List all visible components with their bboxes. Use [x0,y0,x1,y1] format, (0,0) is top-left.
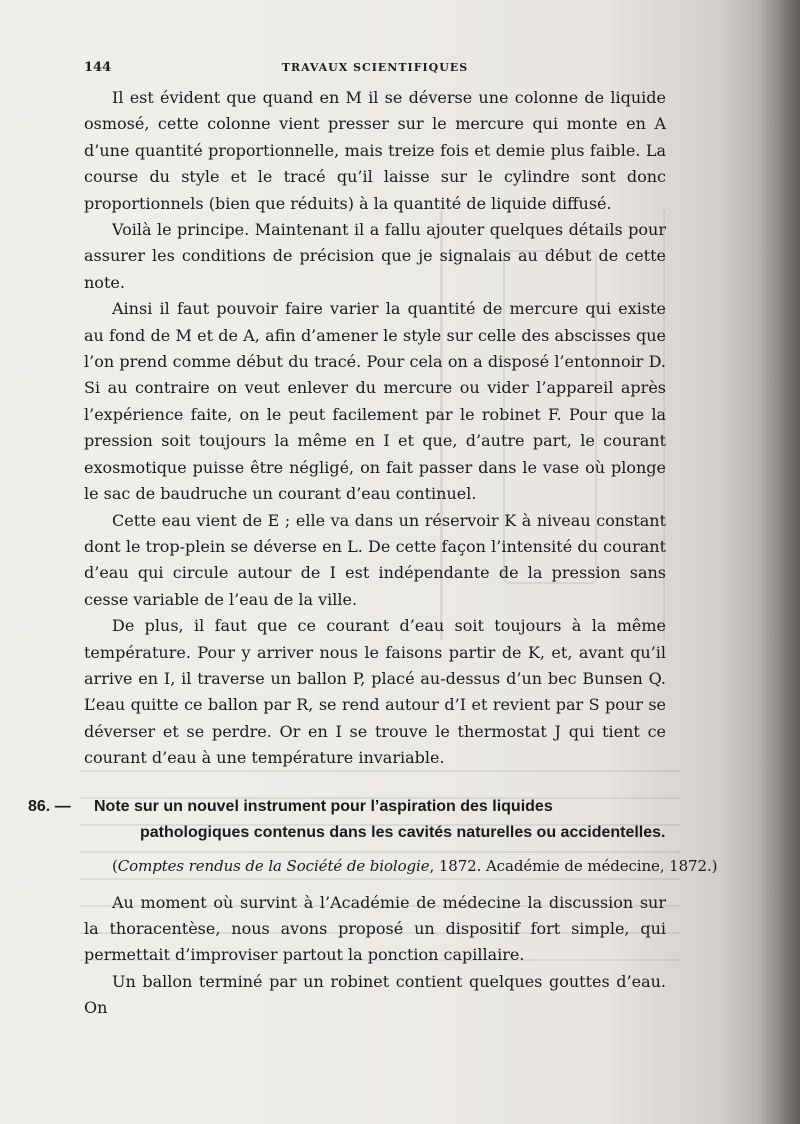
citation-rest: , 1872. Académie de médecine, 1872.) [429,856,718,875]
section-heading: 86. — Note sur un nouvel instrument pour l’aspiration des liquides pathologiques contenus dans les cavités naturelles ou accidentelles. [28,797,666,841]
paragraph-principle-explanation: Il est évident que quand en M il se déverse une colonne de liquide osmosé, cette colonne vient presser sur le mercure qui monte en A d’une quantité proportionnelle, mais treize fois et demie plus faible. La course du style et le tracé qu’il laisse sur le cylindre sont donc proportionnels (bien que réduits) à la quantité de liquide diffusé. [84,88,666,213]
citation-open-paren: ( [112,856,118,875]
paragraph-thoracentesis: Au moment où survint à l’Académie de médecine la discussion sur la thoracentèse, nous avons proposé un dispositif fort simple, qui permettait d’improviser partout la ponction capillaire. [84,892,666,965]
section-citation [84,854,718,878]
section-title: Note sur un nouvel instrument pour l’aspiration des liquides pathologiques contenus dans les cavités naturelles ou accidentelles. [94,797,666,841]
paragraph-temperature: De plus, il faut que ce courant d’eau soit toujours à la même température. Pour y arriver nous le faisons partir de K, et, avant qu’il arrive en I, il traverse un ballon P, placé au-dessus d’un bec Bunsen Q. L’eau quitte ce ballon par R, se rend autour d’I et revient par S pour se déverser et se perdre. Or en I se trouve le thermostat J qui tient ce courant d’eau à une température invariable. [84,616,666,768]
paragraph-mercury-adjustment: Ainsi il faut pouvoir faire varier la quantité de mercure qui existe au fond de M et de A, afin d’amener le style sur celle des abscisses que l’on prend comme début du tracé. Pour cela on a disposé l’entonnoir D. Si au contraire on veut enlever du mercure ou vider l’appareil après l’expérience faite, on le peut facilement par le robinet F. Pour que la pression soit toujours la même en I et que, d’autre part, le courant exosmotique puisse être négligé, on fait passer dans le vase où plonge le sac de baudruche un courant d’eau continuel. [84,299,666,504]
paragraph-principle: Voilà le principe. Maintenant il a fallu ajouter quelques détails pour assurer les conditions de précision que je signalais au début de cette note. [84,220,666,292]
section-86 [28,794,718,878]
paragraph-balloon: Un ballon terminé par un robinet contient quelques gouttes d’eau. On [84,971,666,1018]
citation-journal: Comptes rendus de la Société de biologie [117,856,430,875]
paragraph-water-reservoir: Cette eau vient de E ; elle va dans un réservoir K à niveau constant dont le trop-plein se déverse en L. De cette façon l’intensité du courant d’eau qui circule autour de I est indépendante de la pression sans cesse variable de l’eau de la ville. [84,510,666,609]
gutter-shadow [758,0,800,1124]
page-number: 144 [84,60,112,75]
running-header [84,60,666,80]
body-text [28,85,718,1022]
running-title: TRAVAUX SCIENTIFIQUES [281,61,469,74]
